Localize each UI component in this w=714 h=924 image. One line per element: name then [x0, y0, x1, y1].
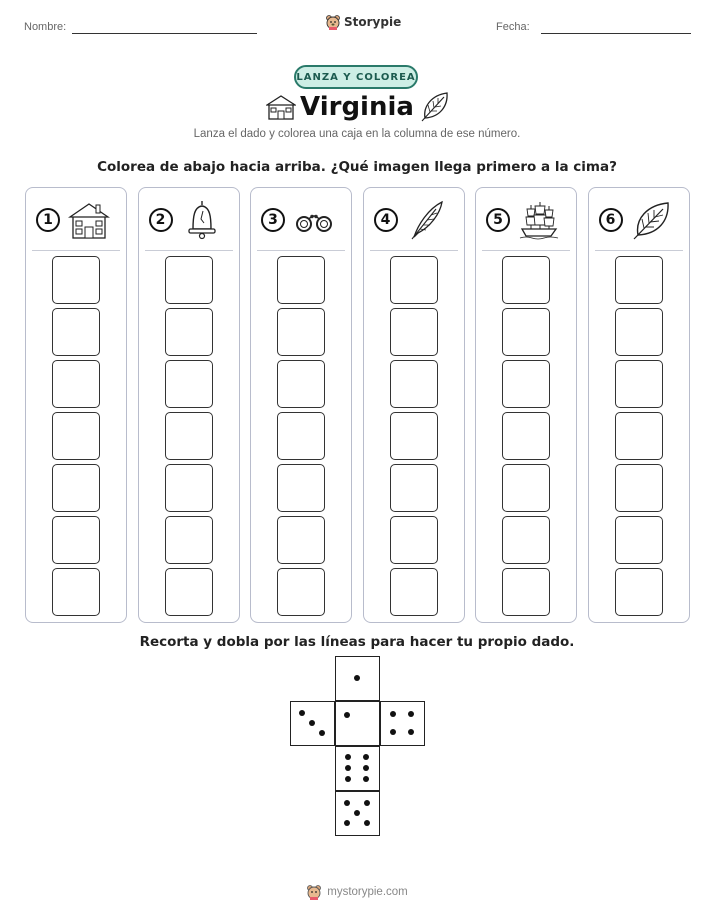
column-number: 5	[486, 208, 510, 232]
page-title: Virginia	[300, 92, 414, 122]
color-box[interactable]	[165, 464, 213, 512]
color-box[interactable]	[277, 412, 325, 460]
column-number: 3	[261, 208, 285, 232]
column-header	[251, 188, 351, 248]
color-box[interactable]	[502, 464, 550, 512]
column-header	[364, 188, 464, 248]
color-box[interactable]	[52, 568, 100, 616]
color-box[interactable]	[390, 360, 438, 408]
leaf-icon	[420, 90, 450, 122]
quill-icon	[406, 199, 448, 241]
color-box[interactable]	[615, 516, 663, 564]
color-box[interactable]	[165, 256, 213, 304]
color-box[interactable]	[277, 516, 325, 564]
color-box[interactable]	[615, 464, 663, 512]
column-3	[250, 187, 352, 623]
date-line[interactable]	[541, 33, 691, 34]
color-box[interactable]	[277, 568, 325, 616]
column-2	[138, 187, 240, 623]
column-number: 4	[374, 208, 398, 232]
name-line[interactable]	[72, 33, 257, 34]
color-box[interactable]	[277, 308, 325, 356]
color-box[interactable]	[165, 308, 213, 356]
column-number: 2	[149, 208, 173, 232]
color-box[interactable]	[615, 308, 663, 356]
color-box[interactable]	[277, 256, 325, 304]
color-box[interactable]	[52, 412, 100, 460]
color-box[interactable]	[615, 412, 663, 460]
color-box[interactable]	[165, 568, 213, 616]
column-1	[25, 187, 127, 623]
footer-url[interactable]: mystorypie.com	[327, 886, 408, 898]
color-box[interactable]	[165, 412, 213, 460]
color-box[interactable]	[502, 516, 550, 564]
column-4	[363, 187, 465, 623]
color-box[interactable]	[390, 308, 438, 356]
die-face-4	[380, 701, 425, 746]
color-box[interactable]	[390, 412, 438, 460]
color-box[interactable]	[502, 256, 550, 304]
color-box[interactable]	[277, 464, 325, 512]
color-box[interactable]	[52, 308, 100, 356]
color-box[interactable]	[390, 516, 438, 564]
column-6	[588, 187, 690, 623]
color-box[interactable]	[277, 360, 325, 408]
name-label: Nombre:	[24, 21, 67, 33]
color-box[interactable]	[52, 464, 100, 512]
column-header	[26, 188, 126, 248]
die-face-1-center	[335, 701, 380, 746]
bell-icon	[181, 199, 223, 241]
color-box[interactable]	[502, 568, 550, 616]
brand-name: Storypie	[344, 15, 402, 29]
subtitle: Lanza el dado y colorea una caja en la columna de ese número.	[193, 128, 521, 140]
color-box[interactable]	[615, 256, 663, 304]
column-number: 1	[36, 208, 60, 232]
handcuffs-icon	[293, 199, 335, 241]
color-box[interactable]	[502, 360, 550, 408]
bear-mascot-icon	[306, 884, 322, 900]
color-box[interactable]	[390, 568, 438, 616]
die-face-5	[335, 791, 380, 836]
color-box[interactable]	[165, 516, 213, 564]
footer	[0, 884, 714, 900]
activity-badge: LANZA Y COLOREA	[294, 65, 418, 89]
house-icon	[68, 199, 110, 241]
column-5	[475, 187, 577, 623]
ship-icon	[518, 199, 560, 241]
cut-instruction: Recorta y dobla por las líneas para hacer tu propio dado.	[139, 634, 575, 650]
leaf-icon	[631, 199, 673, 241]
color-box[interactable]	[390, 256, 438, 304]
color-box[interactable]	[52, 256, 100, 304]
brand-logo	[325, 14, 401, 30]
coloring-instruction: Colorea de abajo hacia arriba. ¿Qué imagen llega primero a la cima?	[97, 159, 617, 175]
die-face-1	[335, 656, 380, 701]
column-number: 6	[599, 208, 623, 232]
color-box[interactable]	[52, 516, 100, 564]
color-box[interactable]	[502, 412, 550, 460]
bear-mascot-icon	[325, 14, 341, 30]
column-header	[589, 188, 689, 248]
color-box[interactable]	[390, 464, 438, 512]
color-box[interactable]	[502, 308, 550, 356]
column-header	[476, 188, 576, 248]
die-net	[290, 656, 425, 836]
die-face-6	[335, 746, 380, 791]
color-box[interactable]	[52, 360, 100, 408]
die-face-3	[290, 701, 335, 746]
color-box[interactable]	[615, 568, 663, 616]
column-header	[139, 188, 239, 248]
color-box[interactable]	[165, 360, 213, 408]
color-box[interactable]	[615, 360, 663, 408]
date-label: Fecha:	[496, 21, 530, 33]
